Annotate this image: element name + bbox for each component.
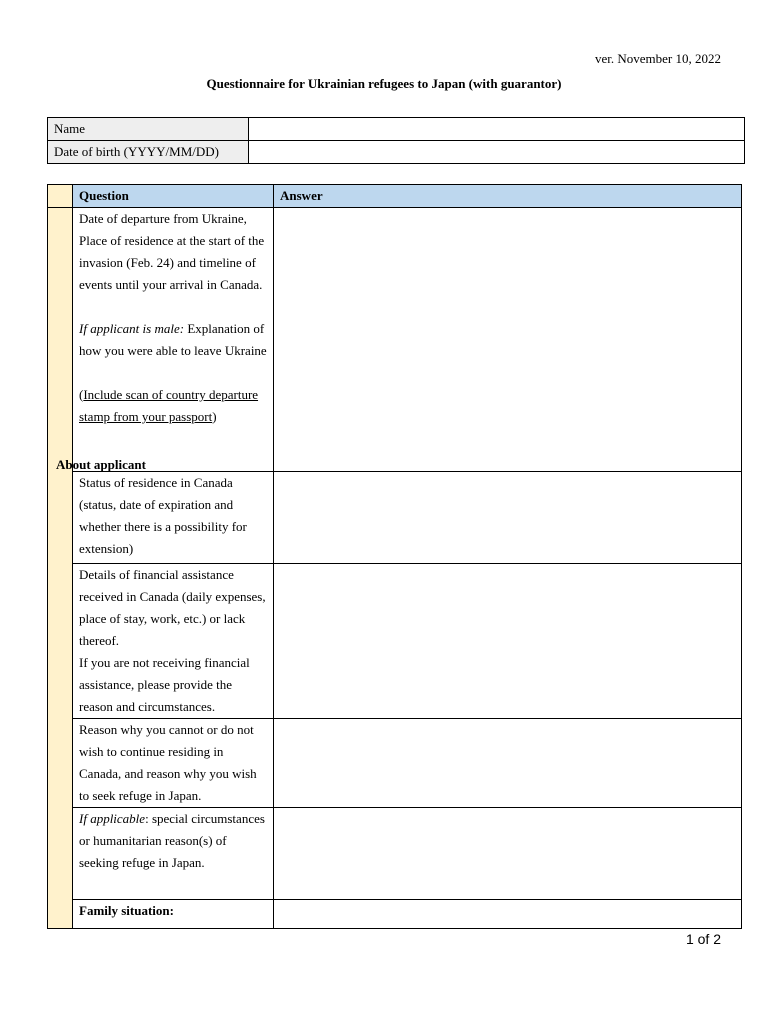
answer-field[interactable] xyxy=(274,564,742,719)
table-row xyxy=(48,719,742,808)
table-row xyxy=(48,208,742,472)
applicant-info-table xyxy=(47,117,745,164)
answer-field[interactable] xyxy=(274,719,742,808)
answer-field[interactable] xyxy=(274,208,742,472)
answer-field[interactable] xyxy=(274,900,742,929)
name-label: Name xyxy=(48,118,249,141)
category-header-cell xyxy=(48,185,73,208)
question-cell xyxy=(73,564,274,719)
dob-label: Date of birth (YYYY/MM/DD) xyxy=(48,141,249,164)
question-text: Family situation: xyxy=(79,903,174,918)
table-row xyxy=(48,900,742,929)
question-cell xyxy=(73,208,274,472)
answer-column-header: Answer xyxy=(274,185,742,208)
table-row xyxy=(48,472,742,564)
table-row xyxy=(48,808,742,900)
question-condition: If applicable xyxy=(79,811,146,826)
question-cell xyxy=(73,900,274,929)
question-text xyxy=(79,318,267,362)
question-text: Details of financial assistance received in Canada (daily expenses, place of stay, work, etc.) or lack thereof. xyxy=(79,567,266,648)
question-cell xyxy=(73,719,274,808)
question-text xyxy=(79,808,267,874)
version-date: ver. November 10, 2022 xyxy=(594,51,721,66)
document-title: Questionnaire for Ukrainian refugees to Japan (with guarantor) xyxy=(206,76,562,91)
name-row xyxy=(48,118,745,141)
note-paren-open: ( xyxy=(79,387,84,402)
dob-row xyxy=(48,141,745,164)
table-header-row xyxy=(48,185,742,208)
category-label: About applicant xyxy=(56,457,146,472)
question-condition: If applicant is male: xyxy=(79,321,185,336)
questionnaire-table xyxy=(47,184,742,929)
question-detail: : special circumstances or humanitarian reason(s) of seeking refuge in Japan. xyxy=(79,811,265,870)
note-text: Include scan of country departure stamp from your passport xyxy=(79,387,259,424)
question-note xyxy=(79,384,267,428)
answer-field[interactable] xyxy=(274,472,742,564)
question-cell xyxy=(73,472,274,564)
question-detail: Explanation of how you were able to leave Ukraine xyxy=(79,321,267,358)
question-text: Date of departure from Ukraine, Place of residence at the start of the invasion (Feb. 24) and timeline of events until your arrival in Canada. xyxy=(79,211,265,292)
dob-field[interactable] xyxy=(249,141,745,164)
question-text: Status of residence in Canada (status, date of expiration and whether there is a possibility for extension) xyxy=(79,475,247,556)
page-number: 1 of 2 xyxy=(685,931,721,947)
table-row xyxy=(48,564,742,719)
answer-field[interactable] xyxy=(274,808,742,900)
note-paren-close: ) xyxy=(212,409,217,424)
question-cell xyxy=(73,808,274,900)
name-field[interactable] xyxy=(249,118,745,141)
question-text: If you are not receiving financial assistance, please provide the reason and circumstances. xyxy=(79,655,250,714)
question-column-header: Question xyxy=(73,185,274,208)
question-text: Reason why you cannot or do not wish to continue residing in Canada, and reason why you wish to seek refuge in Japan. xyxy=(79,722,257,803)
